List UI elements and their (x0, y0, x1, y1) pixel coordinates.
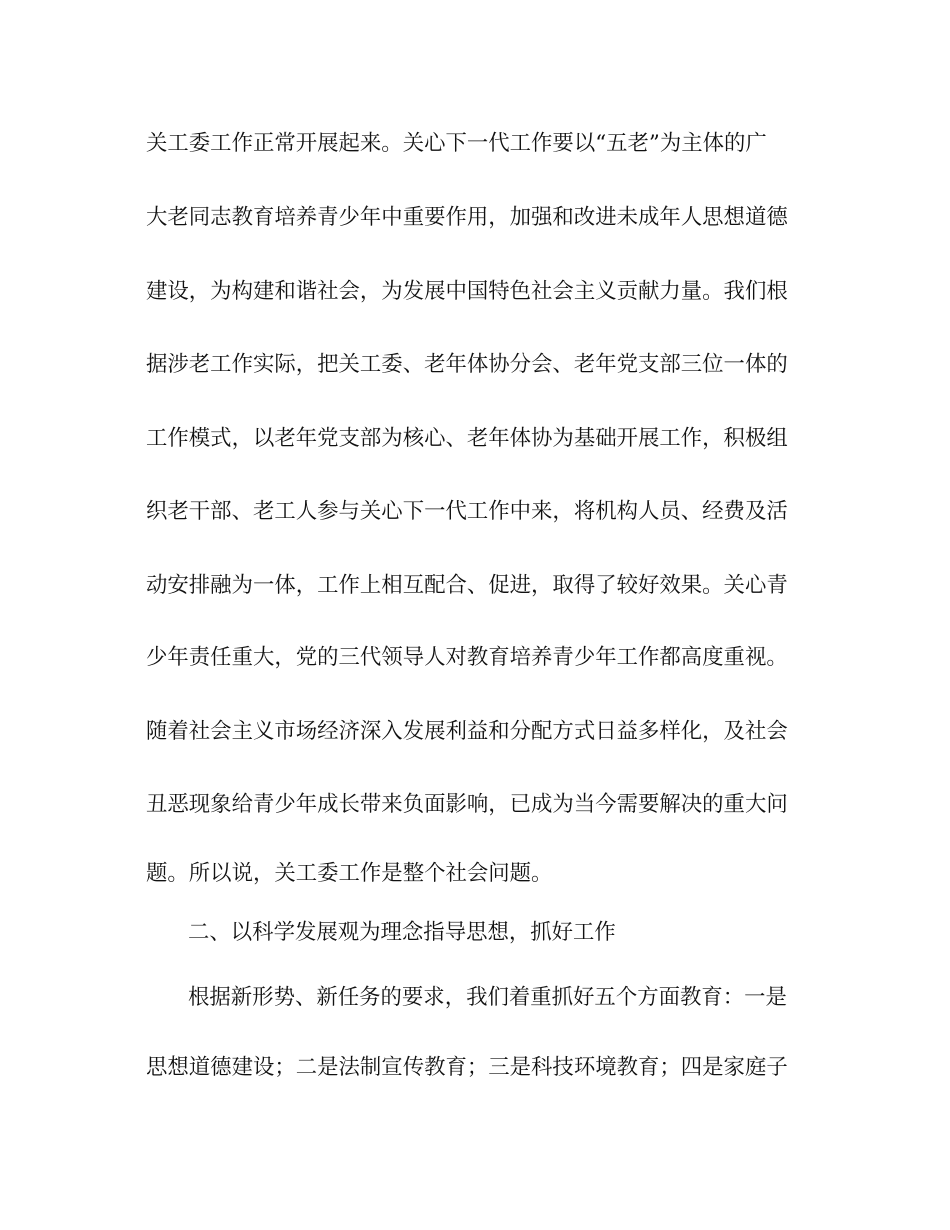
text-line-10: 丑恶现象给青少年成长带来负面影响，已成为当今需要解决的重大问 (146, 792, 788, 817)
text-line-2: 大老同志教育培养青少年中重要作用，加强和改进未成年人思想道德 (146, 205, 788, 230)
text-line-3: 建设，为构建和谐社会，为发展中国特色社会主义贡献力量。我们根 (146, 279, 788, 304)
text-line-8: 少年责任重大，党的三代领导人对教育培养青少年工作都高度重视。 (146, 645, 788, 670)
section-heading: 二、以科学发展观为理念指导思想，抓好工作 (188, 920, 616, 945)
text-line-5: 工作模式，以老年党支部为核心、老年体协为基础开展工作，积极组 (146, 426, 788, 451)
text-line-6: 织老干部、老工人参与关心下一代工作中来，将机构人员、经费及活 (146, 499, 788, 524)
text-line-1: 关工委工作正常开展起来。关心下一代工作要以“五老”为主体的广 (146, 131, 767, 156)
text-line-12: 根据新形势、新任务的要求，我们着重抓好五个方面教育：一是 (188, 985, 787, 1010)
text-line-4: 据涉老工作实际，把关工委、老年体协分会、老年党支部三位一体的 (146, 352, 788, 377)
text-line-7: 动安排融为一体，工作上相互配合、促进，取得了较好效果。关心青 (146, 573, 788, 598)
text-line-9: 随着社会主义市场经济深入发展利益和分配方式日益多样化，及社会 (146, 719, 788, 744)
text-line-11: 题。所以说，关工委工作是整个社会问题。 (146, 861, 553, 886)
text-line-13: 思想道德建设；二是法制宣传教育；三是科技环境教育；四是家庭子 (146, 1055, 788, 1080)
